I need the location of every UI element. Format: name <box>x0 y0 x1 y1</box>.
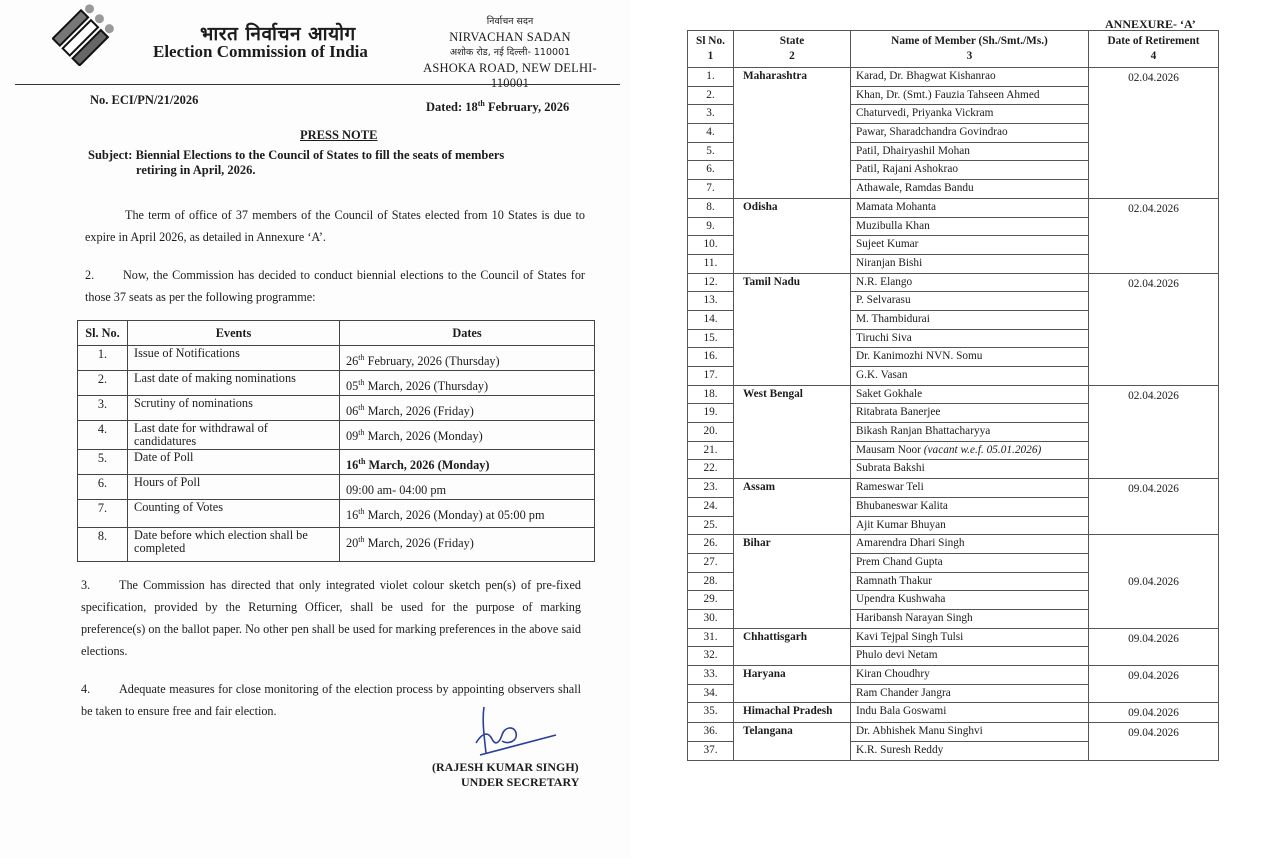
member-name-text: Karad, Dr. Bhagwat Kishanrao <box>856 70 996 82</box>
member-state: Bihar <box>734 535 851 628</box>
member-sl: 32. <box>688 647 734 666</box>
schedule-sl: 2. <box>78 371 128 396</box>
schedule-row <box>78 500 595 528</box>
member-name <box>851 273 1089 292</box>
member-sl: 24. <box>688 497 734 516</box>
schedule-sl: 1. <box>78 346 128 371</box>
member-sl: 35. <box>688 703 734 723</box>
header-num: 4 <box>1150 50 1157 62</box>
member-sl: 12. <box>688 273 734 292</box>
schedule-header-row <box>78 321 595 346</box>
member-state: Odisha <box>734 198 851 273</box>
date-sup: th <box>358 403 365 413</box>
annexure-header-member <box>851 31 1089 68</box>
date-sup: th <box>358 535 365 545</box>
address-en-1: NIRVACHAN SADAN <box>449 29 571 44</box>
annexure-header-retirement <box>1089 31 1219 68</box>
member-name-text: K.R. Suresh Reddy <box>856 744 944 757</box>
member-name <box>851 460 1089 479</box>
press-note-page <box>0 0 630 858</box>
subject <box>88 148 588 178</box>
annexure-row <box>688 723 1219 742</box>
schedule-event: Hours of Poll <box>128 475 340 500</box>
member-name <box>851 516 1089 535</box>
member-name <box>851 385 1089 404</box>
member-name <box>851 217 1089 236</box>
date-day: 16 <box>346 458 359 473</box>
dated <box>426 99 569 115</box>
member-sl: 7. <box>688 180 734 199</box>
member-name <box>851 572 1089 591</box>
retirement-date: 02.04.2026 <box>1089 385 1219 478</box>
member-name <box>851 497 1089 516</box>
paragraph-2-number: 2. <box>85 268 95 282</box>
member-sl: 17. <box>688 367 734 386</box>
retirement-date: 09.04.2026 <box>1089 479 1219 535</box>
schedule-date <box>340 500 595 528</box>
annexure-header-row <box>688 31 1219 68</box>
annexure-row <box>688 666 1219 685</box>
retirement-date: 02.04.2026 <box>1089 273 1219 385</box>
member-name-text: Patil, Dhairyashil Mohan <box>856 144 970 157</box>
date-day: 05 <box>346 379 359 394</box>
member-name <box>851 105 1089 124</box>
member-name-text: Mausam Noor <box>856 443 924 456</box>
member-sl: 15. <box>688 329 734 348</box>
signatory-designation: UNDER SECRETARY <box>461 775 580 789</box>
address-hindi-1: निर्वाचन सदन <box>486 16 534 27</box>
member-sl: 3. <box>688 105 734 124</box>
member-sl: 14. <box>688 310 734 329</box>
member-name <box>851 236 1089 255</box>
member-name-text: Phulo devi Netam <box>856 649 938 662</box>
schedule-row <box>78 396 595 421</box>
date-rest: March, 2026 (Monday) at 05:00 pm <box>364 508 545 523</box>
member-name <box>851 591 1089 610</box>
member-name-text: Haribansh Narayan Singh <box>856 611 973 624</box>
header-num: 2 <box>789 50 795 62</box>
dated-sup: th <box>477 99 485 108</box>
schedule-event: Date before which election shall be completed <box>128 528 340 562</box>
member-name-text: Athawale, Ramdas Bandu <box>856 182 974 195</box>
member-sl: 25. <box>688 516 734 535</box>
member-name <box>851 684 1089 703</box>
member-name-text: G.K. Vasan <box>856 369 908 381</box>
member-name-text: Bhubaneswar Kalita <box>856 499 948 512</box>
annexure-row <box>688 68 1219 87</box>
header-num: 3 <box>966 50 973 62</box>
address-block <box>405 14 615 92</box>
member-sl: 31. <box>688 628 734 647</box>
header-num: 1 <box>707 50 714 62</box>
schedule-header-dates: Dates <box>340 321 595 346</box>
member-name-text: Chaturvedi, Priyanka Vickram <box>856 107 994 120</box>
member-state: Chhattisgarh <box>734 628 851 665</box>
member-name <box>851 628 1089 647</box>
date-sup: th <box>358 457 366 467</box>
schedule-row <box>78 450 595 475</box>
retirement-date: 09.04.2026 <box>1089 666 1219 703</box>
paragraph-2 <box>85 264 585 308</box>
member-name <box>851 703 1089 723</box>
member-name-text: Amarendra Dhari Singh <box>856 537 965 550</box>
member-name <box>851 404 1089 423</box>
member-name-text: Ramnath Thakur <box>856 574 933 587</box>
schedule-event: Last date for withdrawal of candidatures <box>128 421 340 450</box>
member-name <box>851 142 1089 161</box>
member-name-text: Kiran Choudhry <box>856 668 930 680</box>
member-sl: 34. <box>688 684 734 703</box>
schedule-event: Last date of making nominations <box>128 371 340 396</box>
member-name-text: Ritabrata Banerjee <box>856 406 941 419</box>
member-name-text: M. Thambidurai <box>856 312 930 325</box>
member-name <box>851 553 1089 572</box>
member-sl: 29. <box>688 591 734 610</box>
eci-logo-icon <box>52 4 120 66</box>
member-name-text: Sujeet Kumar <box>856 238 919 251</box>
paragraph-3-number: 3. <box>81 578 91 592</box>
member-name <box>851 198 1089 217</box>
member-sl: 13. <box>688 292 734 311</box>
member-name <box>851 479 1089 498</box>
schedule-event: Issue of Notifications <box>128 346 340 371</box>
schedule-sl: 3. <box>78 396 128 421</box>
schedule-row <box>78 528 595 562</box>
member-state: Assam <box>734 479 851 535</box>
member-sl: 8. <box>688 198 734 217</box>
member-sl: 33. <box>688 666 734 685</box>
annexure-header-sl <box>688 31 734 68</box>
header-title: State <box>779 35 805 47</box>
member-note: (vacant w.e.f. 05.01.2026) <box>923 443 1042 456</box>
member-state: Maharashtra <box>734 68 851 199</box>
dated-suffix: February, 2026 <box>484 100 570 115</box>
paragraph-3 <box>81 574 581 662</box>
paragraph-3-text: The Commission has directed that only integrated violet colour sketch pen(s) of pre-fixed specification, provided by the Returning Officer, shall be used for the purpose of marking preference(s) on the ballot paper. No other pen shall be used for marking preferences in the above said elections. <box>81 578 581 658</box>
subject-line-1: Subject: Biennial Elections to the Council of States to fill the seats of members <box>88 148 505 162</box>
date-rest: March, 2026 (Monday) <box>365 458 490 473</box>
member-name <box>851 329 1089 348</box>
retirement-date: 09.04.2026 <box>1089 628 1219 665</box>
date-rest: March, 2026 (Friday) <box>364 404 474 419</box>
dated-prefix: Dated: 18 <box>426 100 478 115</box>
retirement-date: 09.04.2026 <box>1089 723 1219 760</box>
schedule-sl: 6. <box>78 475 128 500</box>
member-name <box>851 423 1089 442</box>
english-title: Election Commission of India <box>153 42 368 61</box>
member-sl: 23. <box>688 479 734 498</box>
member-name <box>851 180 1089 199</box>
member-sl: 2. <box>688 86 734 105</box>
annexure-row <box>688 273 1219 292</box>
header-title: Sl No. <box>696 35 725 47</box>
member-sl: 11. <box>688 254 734 273</box>
member-name-text: Subrata Bakshi <box>856 462 925 475</box>
member-sl: 28. <box>688 572 734 591</box>
hindi-title: भारत निर्वाचन आयोग <box>200 23 356 45</box>
schedule-row <box>78 421 595 450</box>
member-state: Tamil Nadu <box>734 273 851 385</box>
member-sl: 21. <box>688 441 734 460</box>
member-sl: 18. <box>688 385 734 404</box>
member-name <box>851 348 1089 367</box>
member-name-text: Muzibulla Khan <box>856 219 930 232</box>
member-sl: 4. <box>688 124 734 143</box>
member-name-text: Bikash Ranjan Bhattacharyya <box>856 425 991 438</box>
member-sl: 27. <box>688 553 734 572</box>
member-name-text: Niranjan Bishi <box>856 256 923 269</box>
date-sup: th <box>358 378 365 388</box>
paragraph-4-text: Adequate measures for close monitoring of the election process by appointing observers shall be taken to ensure free and fair election. <box>81 682 581 718</box>
retirement-date: 02.04.2026 <box>1089 198 1219 273</box>
member-name-text: Rameswar Teli <box>856 481 924 494</box>
schedule-row <box>78 371 595 396</box>
member-state: Haryana <box>734 666 851 703</box>
member-name-text: Upendra Kushwaha <box>856 593 946 606</box>
annexure-row <box>688 385 1219 404</box>
retirement-date: 09.04.2026 <box>1089 703 1219 723</box>
schedule-sl: 5. <box>78 450 128 475</box>
date-day: 09 <box>346 429 359 444</box>
address-en-2: ASHOKA ROAD, NEW DELHI-110001 <box>423 60 597 90</box>
signatory-name: (RAJESH KUMAR SINGH) <box>432 760 579 774</box>
schedule-sl: 4. <box>78 421 128 450</box>
member-sl: 1. <box>688 68 734 87</box>
paragraph-1: The term of office of 37 members of the Council of States elected from 10 States is due to expire in April 2026, as detailed in Annexure ‘A’. <box>85 208 585 244</box>
member-name <box>851 86 1089 105</box>
member-name-text: P. Selvarasu <box>856 294 911 307</box>
member-sl: 37. <box>688 742 734 761</box>
annexure-row <box>688 535 1219 554</box>
member-name <box>851 723 1089 742</box>
member-name <box>851 310 1089 329</box>
date-rest: March, 2026 (Monday) <box>364 429 483 444</box>
schedule-event: Date of Poll <box>128 450 340 475</box>
member-name-text: Mamata Mohanta <box>856 200 936 213</box>
member-sl: 30. <box>688 609 734 628</box>
schedule-date <box>340 346 595 371</box>
member-name <box>851 68 1089 87</box>
schedule-date <box>340 528 595 562</box>
member-name-text: Prem Chand Gupta <box>856 555 943 568</box>
member-name <box>851 124 1089 143</box>
reference-number: No. ECI/PN/21/2026 <box>90 93 199 107</box>
member-sl: 36. <box>688 723 734 742</box>
date-day: 16 <box>346 508 359 523</box>
retirement-date: 02.04.2026 <box>1089 68 1219 199</box>
member-name <box>851 441 1089 460</box>
member-name-text: Patil, Rajani Ashokrao <box>856 163 958 176</box>
member-name-text: Dr. Kanimozhi NVN. Somu <box>856 350 983 363</box>
member-name <box>851 535 1089 554</box>
member-sl: 6. <box>688 161 734 180</box>
member-sl: 16. <box>688 348 734 367</box>
member-name <box>851 254 1089 273</box>
schedule-row <box>78 346 595 371</box>
schedule-event: Scrutiny of nominations <box>128 396 340 421</box>
address-hindi-2: अशोक रोड, नई दिल्ली- 110001 <box>449 47 571 58</box>
date-sup: th <box>358 507 365 517</box>
member-name <box>851 742 1089 761</box>
member-name-text: Kavi Tejpal Singh Tulsi <box>856 630 964 643</box>
member-name <box>851 292 1089 311</box>
member-state: Telangana <box>734 723 851 760</box>
member-name <box>851 367 1089 386</box>
press-note-title: PRESS NOTE <box>300 128 378 142</box>
annexure-row <box>688 479 1219 498</box>
annexure-header-state <box>734 31 851 68</box>
schedule-date <box>340 396 595 421</box>
date-day: 09:00 am- 04:00 pm <box>346 483 447 498</box>
date-day: 26 <box>346 354 359 369</box>
schedule-sl: 7. <box>78 500 128 528</box>
schedule-date <box>340 421 595 450</box>
annexure-row <box>688 703 1219 723</box>
schedule-event: Counting of Votes <box>128 500 340 528</box>
header-title: Date of Retirement <box>1107 35 1200 47</box>
date-rest: February, 2026 (Thursday) <box>364 354 500 369</box>
member-name <box>851 609 1089 628</box>
schedule-sl: 8. <box>78 528 128 562</box>
member-sl: 20. <box>688 423 734 442</box>
annexure-table <box>687 30 1219 761</box>
member-sl: 9. <box>688 217 734 236</box>
member-name-text: Khan, Dr. (Smt.) Fauzia Tahseen Ahmed <box>856 88 1040 101</box>
date-sup: th <box>358 428 365 438</box>
member-name-text: Tiruchi Siva <box>856 331 912 344</box>
date-day: 06 <box>346 404 359 419</box>
member-sl: 5. <box>688 142 734 161</box>
date-day: 20 <box>346 536 359 551</box>
member-sl: 19. <box>688 404 734 423</box>
member-name <box>851 666 1089 685</box>
paragraph-2-text: Now, the Commission has decided to conduct biennial elections to the Council of States for those 37 seats as per the following programme: <box>85 268 585 304</box>
subject-line-2: retiring in April, 2026. <box>136 163 256 177</box>
schedule-date <box>340 371 595 396</box>
letterhead-divider <box>15 84 620 85</box>
member-name-text: Saket Gokhale <box>856 387 923 400</box>
schedule-header-sl: Sl. No. <box>78 321 128 346</box>
member-name-text: Indu Bala Goswami <box>856 705 947 718</box>
member-sl: 26. <box>688 535 734 554</box>
annexure-row <box>688 628 1219 647</box>
member-state: West Bengal <box>734 385 851 478</box>
paragraph-4-number: 4. <box>81 682 91 696</box>
schedule-header-events: Events <box>128 321 340 346</box>
date-rest: March, 2026 (Thursday) <box>364 379 489 394</box>
election-schedule-table <box>77 320 595 562</box>
member-name-text: Ajit Kumar Bhuyan <box>856 518 946 531</box>
member-name-text: Pawar, Sharadchandra Govindrao <box>856 126 1008 139</box>
header-title: Name of Member (Sh./Smt./Ms.) <box>891 35 1048 47</box>
member-name-text: N.R. Elango <box>856 275 913 288</box>
member-state: Himachal Pradesh <box>734 703 851 723</box>
annexure-row <box>688 198 1219 217</box>
schedule-row <box>78 475 595 500</box>
member-sl: 22. <box>688 460 734 479</box>
retirement-date: 09.04.2026 <box>1089 535 1219 628</box>
member-sl: 10. <box>688 236 734 255</box>
member-name <box>851 161 1089 180</box>
member-name <box>851 647 1089 666</box>
member-name-text: Dr. Abhishek Manu Singhvi <box>856 725 983 738</box>
date-rest: March, 2026 (Friday) <box>364 536 474 551</box>
date-sup: th <box>358 353 365 362</box>
signature-icon <box>470 705 560 765</box>
schedule-date <box>340 450 595 475</box>
annexure-label: ANNEXURE- ‘A’ <box>1105 17 1196 31</box>
schedule-date <box>340 475 595 500</box>
member-name-text: Ram Chander Jangra <box>856 686 951 699</box>
